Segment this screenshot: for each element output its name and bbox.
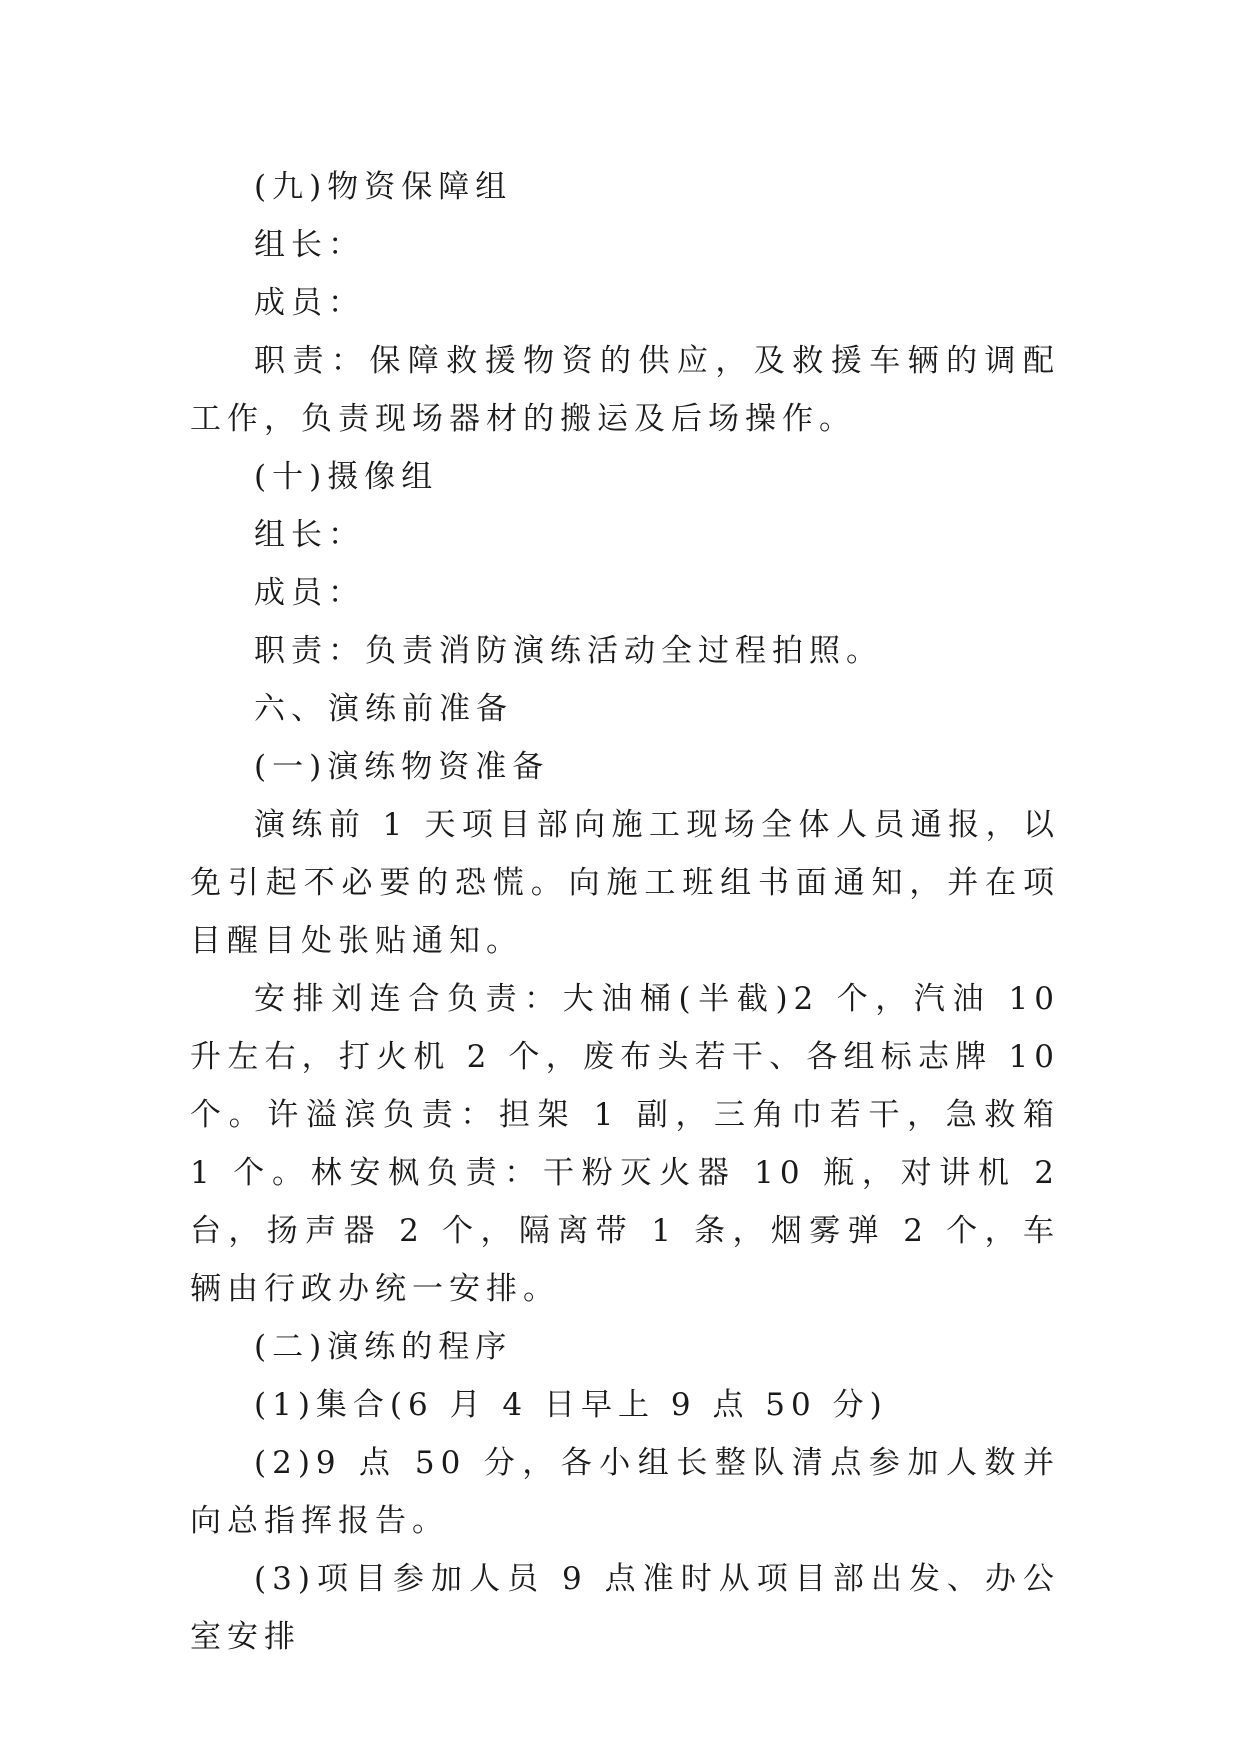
heading-camera-group: (十)摄像组 — [254, 459, 439, 495]
camera-group-members: 成员： — [254, 575, 365, 611]
material-group-duties: 职责：保障救援物资的供应，及救援车辆的调配工作，负责现场器材的搬运及后场操作。 — [190, 343, 1060, 437]
material-group-leader: 组长： — [254, 227, 365, 263]
section-heading-pre-drill-preparation: 六、演练前准备 — [254, 691, 513, 727]
material-assignment-paragraph: 安排刘连合负责：大油桶(半截)2 个，汽油 10 升左右，打火机 2 个，废布头若干、各组标志牌 10 个。许溢滨负责：担架 1 副，三角巾若干，急救箱 1 个。林安枫负责：干粉灭火器 10 瓶，对讲机 2 台，扬声器 2 个，隔离带 1 条，烟雾弹 2 个，车辆由行政办统一安排。 — [190, 981, 1060, 1307]
camera-group-duties: 职责：负责消防演练活动全过程拍照。 — [254, 633, 883, 669]
heading-drill-materials: (一)演练物资准备 — [254, 749, 550, 785]
procedure-step-2: (2)9 点 50 分，各小组长整队清点参加人数并向总指挥报告。 — [190, 1445, 1060, 1539]
camera-group-leader: 组长： — [254, 517, 365, 553]
procedure-step-1: (1)集合(6 月 4 日早上 9 点 50 分) — [254, 1387, 888, 1423]
heading-material-support-group: (九)物资保障组 — [254, 169, 513, 205]
document-body — [190, 158, 1060, 1666]
material-group-members: 成员： — [254, 285, 365, 321]
drill-notice-paragraph: 演练前 1 天项目部向施工现场全体人员通报，以免引起不必要的恐慌。向施工班组书面通知，并在项目醒目处张贴通知。 — [190, 807, 1060, 959]
heading-drill-procedure: (二)演练的程序 — [254, 1329, 513, 1365]
procedure-step-3: (3)项目参加人员 9 点准时从项目部出发、办公室安排 — [190, 1561, 1060, 1655]
